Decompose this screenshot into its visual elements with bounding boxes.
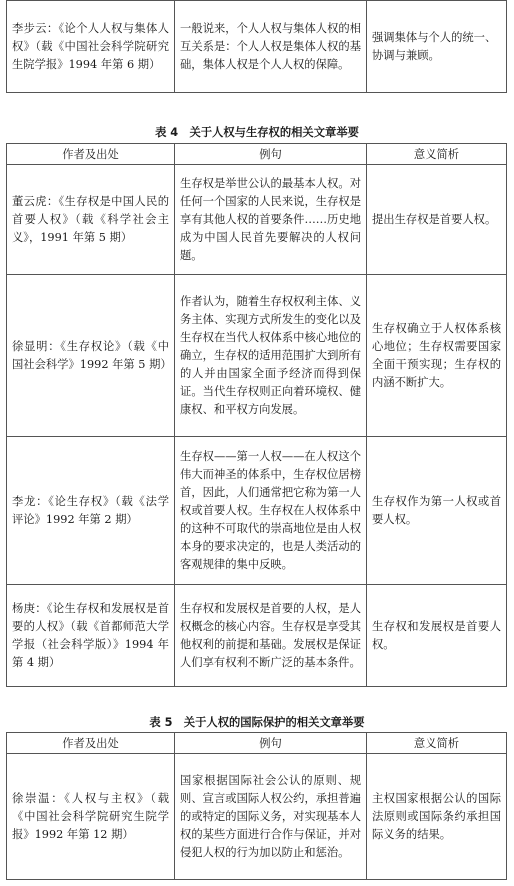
meaning-cell: 主权国家根据公认的国际法原则或国际条约承担国际义务的结果。: [367, 754, 507, 880]
example-cell: 国家根据国际社会公认的原则、规则、宣言或国际人权公约，承担普遍的或特定的国际义务，对实现基本人权的某些方面进行合作与保证，并对侵犯人权的行为加以防止和惩治。: [175, 754, 367, 880]
table4-caption: 表 4 关于人权与生存权的相关文章举要: [155, 126, 359, 139]
header-example: 例句: [175, 733, 367, 754]
example-cell: 一般说来，个人人权与集体人权的相互关系是：个人人权是集体人权的基础，集体人权是个人人权的保障。: [175, 1, 367, 93]
table5: [6, 732, 507, 880]
meaning-cell: 生存权和发展权是首要人权。: [367, 585, 507, 687]
source-cell: 杨庚：《论生存权和发展权是首要的人权》（载《首都师范大学学报（社会科学版）》1994 年第 4 期）: [7, 585, 175, 687]
table-header-row: [7, 733, 507, 754]
table-row: [7, 275, 507, 437]
header-source: 作者及出处: [7, 733, 175, 754]
example-cell: 生存权是举世公认的最基本人权。对任何一个国家的人民来说，生存权是享有其他人权的首要条件……历史地成为中国人民首先要解决的人权问题。: [175, 165, 367, 275]
source-cell: 李步云：《论个人人权与集体人权》（载《中国社会科学院研究生院学报》1994 年第 6 期）: [7, 1, 175, 93]
meaning-cell: 提出生存权是首要人权。: [367, 165, 507, 275]
example-cell: 作者认为，随着生存权权利主体、义务主体、实现方式所发生的变化以及生存权在当代人权体系中核心地位的确立，生存权的适用范围扩大到所有的人并由国家全面予经济而得到保证。当代生存权则正向着环境权、健康权、和平权方向发展。: [175, 275, 367, 437]
header-source: 作者及出处: [7, 144, 175, 165]
source-cell: 董云虎：《生存权是中国人民的首要人权》（载《科学社会主义》，1991 年第 5 期）: [7, 165, 175, 275]
header-example: 例句: [175, 144, 367, 165]
header-meaning: 意义简析: [367, 144, 507, 165]
example-cell: 生存权——第一人权——在人权这个伟大而神圣的体系中，生存权位居榜首，因此，人们通常把它称为第一人权或首要人权。生存权在人权体系中的这种不可取代的崇高地位是由人权本身的要求决定的，也是人类活动的客观规律的集中反映。: [175, 437, 367, 585]
source-cell: 李龙：《论生存权》（载《法学评论》1992 年第 2 期）: [7, 437, 175, 585]
header-meaning: 意义简析: [367, 733, 507, 754]
table-row: [7, 437, 507, 585]
table-row: [7, 585, 507, 687]
table4: [6, 143, 507, 687]
meaning-cell: 强调集体与个人的统一、协调与兼顾。: [367, 1, 507, 93]
meaning-cell: 生存权作为第一人权或首要人权。: [367, 437, 507, 585]
table5-caption: 表 5 关于人权的国际保护的相关文章举要: [149, 716, 365, 729]
top-continuation-table: [6, 0, 507, 93]
example-cell: 生存权和发展权是首要的人权，是人权概念的核心内容。生存权是享受其他权利的前提和基础。发展权是保证人们享有权利不断广泛的基本条件。: [175, 585, 367, 687]
table-row: [7, 754, 507, 880]
source-cell: 徐崇温：《人权与主权》（载《中国社会科学院研究生院学报》1992 年第 12 期）: [7, 754, 175, 880]
table-row: [7, 1, 507, 93]
source-cell: 徐显明：《生存权论》（载《中国社会科学》1992 年第 5 期）: [7, 275, 175, 437]
meaning-cell: 生存权确立于人权体系核心地位；生存权需要国家全面干预实现；生存权的内涵不断扩大。: [367, 275, 507, 437]
table-header-row: [7, 144, 507, 165]
table-row: [7, 165, 507, 275]
